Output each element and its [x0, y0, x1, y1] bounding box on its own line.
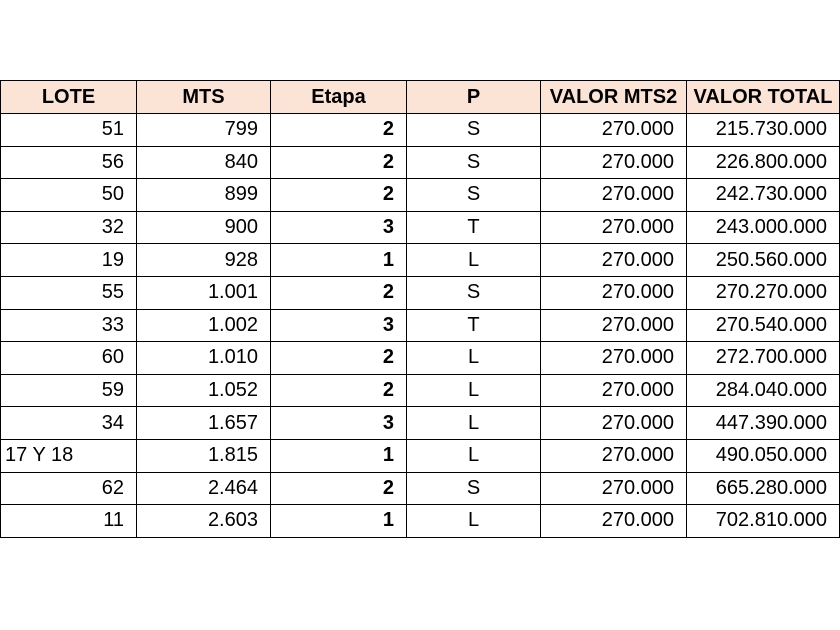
- cell-etapa: 3: [271, 407, 407, 440]
- cell-valor-mts2: 270.000: [541, 342, 687, 375]
- table-row: [1, 114, 840, 147]
- cell-etapa: 1: [271, 505, 407, 538]
- cell-valor-total: 447.390.000: [687, 407, 840, 440]
- cell-valor-mts2: 270.000: [541, 146, 687, 179]
- table-row: [1, 146, 840, 179]
- cell-mts: 840: [137, 146, 271, 179]
- cell-p: L: [407, 374, 541, 407]
- cell-valor-total: 284.040.000: [687, 374, 840, 407]
- cell-mts: 1.657: [137, 407, 271, 440]
- cell-lote: 62: [1, 472, 137, 505]
- cell-etapa: 2: [271, 342, 407, 375]
- header-p: P: [407, 81, 541, 114]
- cell-valor-total: 665.280.000: [687, 472, 840, 505]
- lotes-table: [0, 80, 840, 538]
- cell-lote: 56: [1, 146, 137, 179]
- table-header: [1, 81, 840, 114]
- cell-mts: 928: [137, 244, 271, 277]
- cell-valor-total: 226.800.000: [687, 146, 840, 179]
- cell-valor-total: 270.540.000: [687, 309, 840, 342]
- cell-mts: 2.603: [137, 505, 271, 538]
- cell-valor-total: 270.270.000: [687, 276, 840, 309]
- cell-lote: 17 Y 18: [1, 439, 137, 472]
- header-etapa: Etapa: [271, 81, 407, 114]
- cell-mts: 799: [137, 114, 271, 147]
- cell-etapa: 3: [271, 211, 407, 244]
- cell-p: L: [407, 439, 541, 472]
- cell-valor-total: 490.050.000: [687, 439, 840, 472]
- cell-valor-mts2: 270.000: [541, 309, 687, 342]
- cell-p: L: [407, 342, 541, 375]
- table-row: [1, 244, 840, 277]
- cell-p: S: [407, 179, 541, 212]
- header-mts: MTS: [137, 81, 271, 114]
- header-valor-mts2: VALOR MTS2: [541, 81, 687, 114]
- cell-valor-total: 272.700.000: [687, 342, 840, 375]
- cell-lote: 51: [1, 114, 137, 147]
- cell-lote: 34: [1, 407, 137, 440]
- cell-valor-mts2: 270.000: [541, 505, 687, 538]
- cell-p: L: [407, 244, 541, 277]
- cell-valor-mts2: 270.000: [541, 374, 687, 407]
- header-lote: LOTE: [1, 81, 137, 114]
- cell-valor-total: 702.810.000: [687, 505, 840, 538]
- cell-valor-total: 243.000.000: [687, 211, 840, 244]
- header-valor-total: VALOR TOTAL: [687, 81, 840, 114]
- cell-mts: 1.010: [137, 342, 271, 375]
- table-row: [1, 211, 840, 244]
- table-row: [1, 472, 840, 505]
- cell-p: L: [407, 505, 541, 538]
- cell-mts: 899: [137, 179, 271, 212]
- header-row: [1, 81, 840, 114]
- cell-p: S: [407, 472, 541, 505]
- cell-lote: 19: [1, 244, 137, 277]
- table-row: [1, 505, 840, 538]
- table-row: [1, 439, 840, 472]
- cell-lote: 33: [1, 309, 137, 342]
- cell-mts: 1.002: [137, 309, 271, 342]
- cell-etapa: 2: [271, 146, 407, 179]
- cell-etapa: 1: [271, 439, 407, 472]
- cell-p: S: [407, 276, 541, 309]
- table-row: [1, 407, 840, 440]
- cell-mts: 900: [137, 211, 271, 244]
- table-row: [1, 309, 840, 342]
- cell-p: S: [407, 146, 541, 179]
- cell-lote: 11: [1, 505, 137, 538]
- cell-etapa: 2: [271, 472, 407, 505]
- cell-lote: 50: [1, 179, 137, 212]
- table-row: [1, 342, 840, 375]
- table-row: [1, 179, 840, 212]
- cell-etapa: 3: [271, 309, 407, 342]
- cell-etapa: 2: [271, 374, 407, 407]
- cell-valor-total: 242.730.000: [687, 179, 840, 212]
- cell-lote: 60: [1, 342, 137, 375]
- table-row: [1, 374, 840, 407]
- cell-valor-total: 215.730.000: [687, 114, 840, 147]
- cell-valor-mts2: 270.000: [541, 276, 687, 309]
- cell-lote: 32: [1, 211, 137, 244]
- cell-mts: 1.052: [137, 374, 271, 407]
- cell-valor-mts2: 270.000: [541, 407, 687, 440]
- cell-valor-mts2: 270.000: [541, 472, 687, 505]
- cell-p: T: [407, 211, 541, 244]
- cell-etapa: 2: [271, 179, 407, 212]
- cell-mts: 2.464: [137, 472, 271, 505]
- cell-p: S: [407, 114, 541, 147]
- cell-valor-mts2: 270.000: [541, 211, 687, 244]
- cell-p: T: [407, 309, 541, 342]
- cell-mts: 1.815: [137, 439, 271, 472]
- cell-valor-mts2: 270.000: [541, 114, 687, 147]
- cell-etapa: 2: [271, 114, 407, 147]
- cell-mts: 1.001: [137, 276, 271, 309]
- cell-lote: 59: [1, 374, 137, 407]
- cell-p: L: [407, 407, 541, 440]
- cell-valor-total: 250.560.000: [687, 244, 840, 277]
- cell-valor-mts2: 270.000: [541, 439, 687, 472]
- cell-etapa: 1: [271, 244, 407, 277]
- cell-lote: 55: [1, 276, 137, 309]
- cell-valor-mts2: 270.000: [541, 244, 687, 277]
- cell-valor-mts2: 270.000: [541, 179, 687, 212]
- cell-etapa: 2: [271, 276, 407, 309]
- table-row: [1, 276, 840, 309]
- table-body: [1, 114, 840, 538]
